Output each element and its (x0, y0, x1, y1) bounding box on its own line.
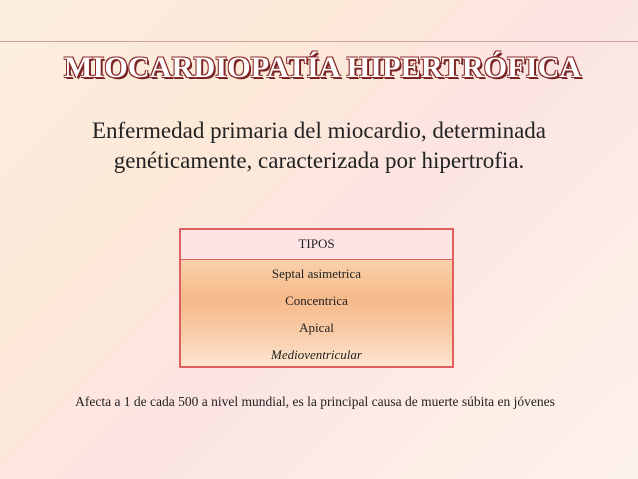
slide-subtitle: Enfermedad primaria del miocardio, determinada genéticamente, caracterizada por hipertrofia. (91, 118, 547, 173)
types-list (181, 260, 452, 368)
types-header: TIPOS (181, 230, 452, 260)
type-item-apical: Apical (299, 320, 334, 335)
slide-title: MIOCARDIOPATÍA HIPERTRÓFICA (64, 51, 582, 84)
footnote: Afecta a 1 de cada 500 a nivel mundial, es la principal causa de muerte súbita en jóvenes (75, 394, 555, 409)
top-divider (0, 41, 638, 42)
type-item-concentric: Concentrica (285, 293, 348, 308)
types-table (179, 228, 454, 368)
type-item-midventricular: Medioventricular (271, 347, 362, 362)
type-item-septal: Septal asimetrica (271, 266, 362, 281)
